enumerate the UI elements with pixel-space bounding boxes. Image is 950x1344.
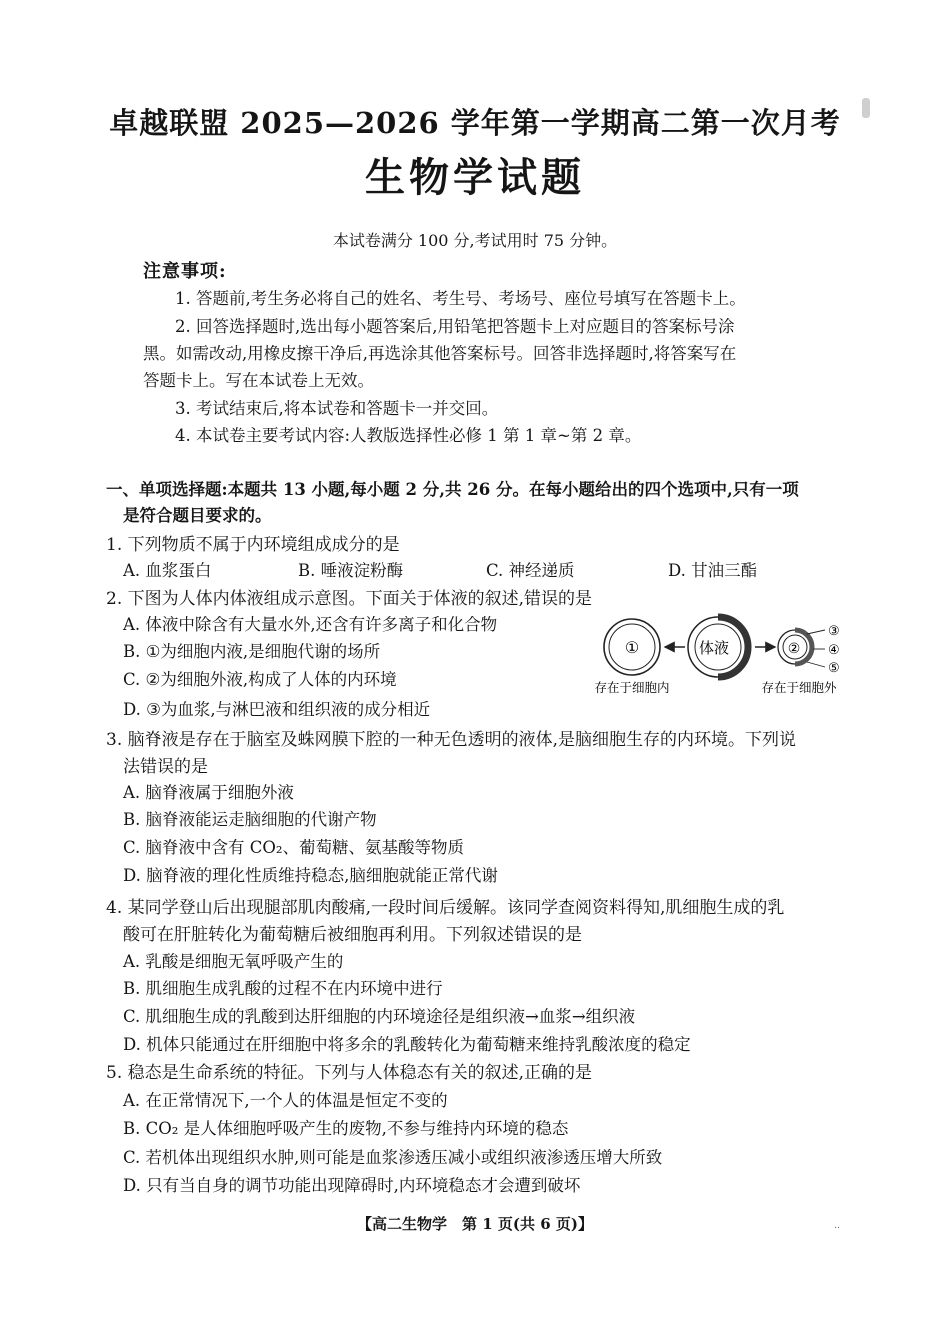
subject-title: 生物学试题: [365, 154, 585, 201]
question-1-option-c: C. 神经递质: [486, 561, 575, 580]
question-1-option-b: B. 唾液淀粉酶: [298, 561, 404, 580]
circle-1-label: ①: [624, 638, 640, 657]
question-2-option-a: A. 体液中除含有大量水外,还含有许多离子和化合物: [123, 615, 498, 634]
section-heading-line-2: 是符合题目要求的。: [123, 506, 272, 525]
notice-line-3: 黑。如需改动,用橡皮擦干净后,再选涂其他答案标号。回答非选择题时,将答案写在: [143, 344, 737, 363]
question-1-option-a: A. 血浆蛋白: [123, 561, 212, 580]
question-3-option-c: C. 脑脊液中含有 CO₂、葡萄糖、氨基酸等物质: [123, 838, 465, 857]
question-2-option-b: B. ①为细胞内液,是细胞代谢的场所: [123, 642, 381, 661]
body-fluid-diagram: [585, 612, 855, 702]
question-3-stem-line-2: 法错误的是: [123, 757, 208, 777]
question-5-option-d: D. 只有当自身的调节功能出现障碍时,内环境稳态才会遭到破坏: [123, 1176, 581, 1195]
scan-speck: ‥: [834, 1221, 841, 1231]
score-time-line: 本试卷满分 100 分,考试用时 75 分钟。: [332, 231, 618, 250]
page-footer: 【高二生物学 第 1 页(共 6 页)】: [357, 1215, 593, 1233]
question-1-stem: 1. 下列物质不属于内环境组成成分的是: [106, 535, 400, 555]
question-2-option-d: D. ③为血浆,与淋巴液和组织液的成分相近: [123, 700, 431, 719]
notice-line-1: 1. 答题前,考生务必将自己的姓名、考生号、考场号、座位号填写在答题卡上。: [175, 289, 746, 308]
question-3-option-a: A. 脑脊液属于细胞外液: [123, 783, 294, 802]
question-3-stem-line-1: 3. 脑脊液是存在于脑室及蛛网膜下腔的一种无色透明的液体,是脑细胞生存的内环境。下列说: [106, 730, 797, 750]
question-2-option-c: C. ②为细胞外液,构成了人体的内环境: [123, 670, 397, 689]
label-3: ③: [828, 624, 840, 639]
caption-extracellular: 存在于细胞外: [761, 680, 837, 695]
circle-2-label: ②: [787, 641, 801, 657]
exam-title: 卓越联盟 2025—2026 学年第一学期高二第一次月考: [109, 106, 841, 140]
question-5-option-c: C. 若机体出现组织水肿,则可能是血浆渗透压减小或组织液渗透压增大所致: [123, 1148, 663, 1167]
question-3-option-d: D. 脑脊液的理化性质维持稳态,脑细胞就能正常代谢: [123, 866, 498, 885]
notice-line-2: 2. 回答选择题时,选出每小题答案后,用铅笔把答题卡上对应题目的答案标号涂: [175, 317, 735, 336]
label-5: ⑤: [828, 661, 840, 676]
question-1-option-d: D. 甘油三酯: [668, 561, 758, 580]
question-5-option-b: B. CO₂ 是人体细胞呼吸产生的废物,不参与维持内环境的稳态: [123, 1119, 569, 1138]
notice-heading: 注意事项:: [143, 261, 227, 282]
body-fluid-label: 体液: [698, 639, 730, 657]
notice-line-6: 4. 本试卷主要考试内容:人教版选择性必修 1 第 1 章~第 2 章。: [175, 426, 642, 445]
question-2-stem: 2. 下图为人体内体液组成示意图。下面关于体液的叙述,错误的是: [106, 589, 593, 609]
question-5-stem: 5. 稳态是生命系统的特征。下列与人体稳态有关的叙述,正确的是: [106, 1063, 593, 1083]
label-4: ④: [828, 643, 840, 658]
question-4-option-b: B. 肌细胞生成乳酸的过程不在内环境中进行: [123, 979, 443, 998]
question-3-option-b: B. 脑脊液能运走脑细胞的代谢产物: [123, 810, 377, 829]
question-4-option-c: C. 肌细胞生成的乳酸到达肝细胞的内环境途径是组织液→血浆→组织液: [123, 1007, 636, 1026]
question-4-stem-line-2: 酸可在肝脏转化为葡萄糖后被细胞再利用。下列叙述错误的是: [123, 925, 582, 945]
question-4-option-a: A. 乳酸是细胞无氧呼吸产生的: [123, 952, 344, 971]
section-heading-line-1: 一、单项选择题:本题共 13 小题,每小题 2 分,共 26 分。在每小题给出的四个选项中,只有一项: [106, 480, 799, 499]
notice-line-4: 答题卡上。写在本试卷上无效。: [143, 371, 374, 390]
question-5-option-a: A. 在正常情况下,一个人的体温是恒定不变的: [123, 1091, 448, 1110]
question-4-option-d: D. 机体只能通过在肝细胞中将多余的乳酸转化为葡萄糖来维持乳酸浓度的稳定: [123, 1035, 691, 1054]
caption-intracellular: 存在于细胞内: [594, 680, 670, 695]
notice-line-5: 3. 考试结束后,将本试卷和答题卡一并交回。: [175, 399, 499, 418]
question-4-stem-line-1: 4. 某同学登山后出现腿部肌肉酸痛,一段时间后缓解。该同学查阅资料得知,肌细胞生成的乳: [106, 898, 785, 918]
